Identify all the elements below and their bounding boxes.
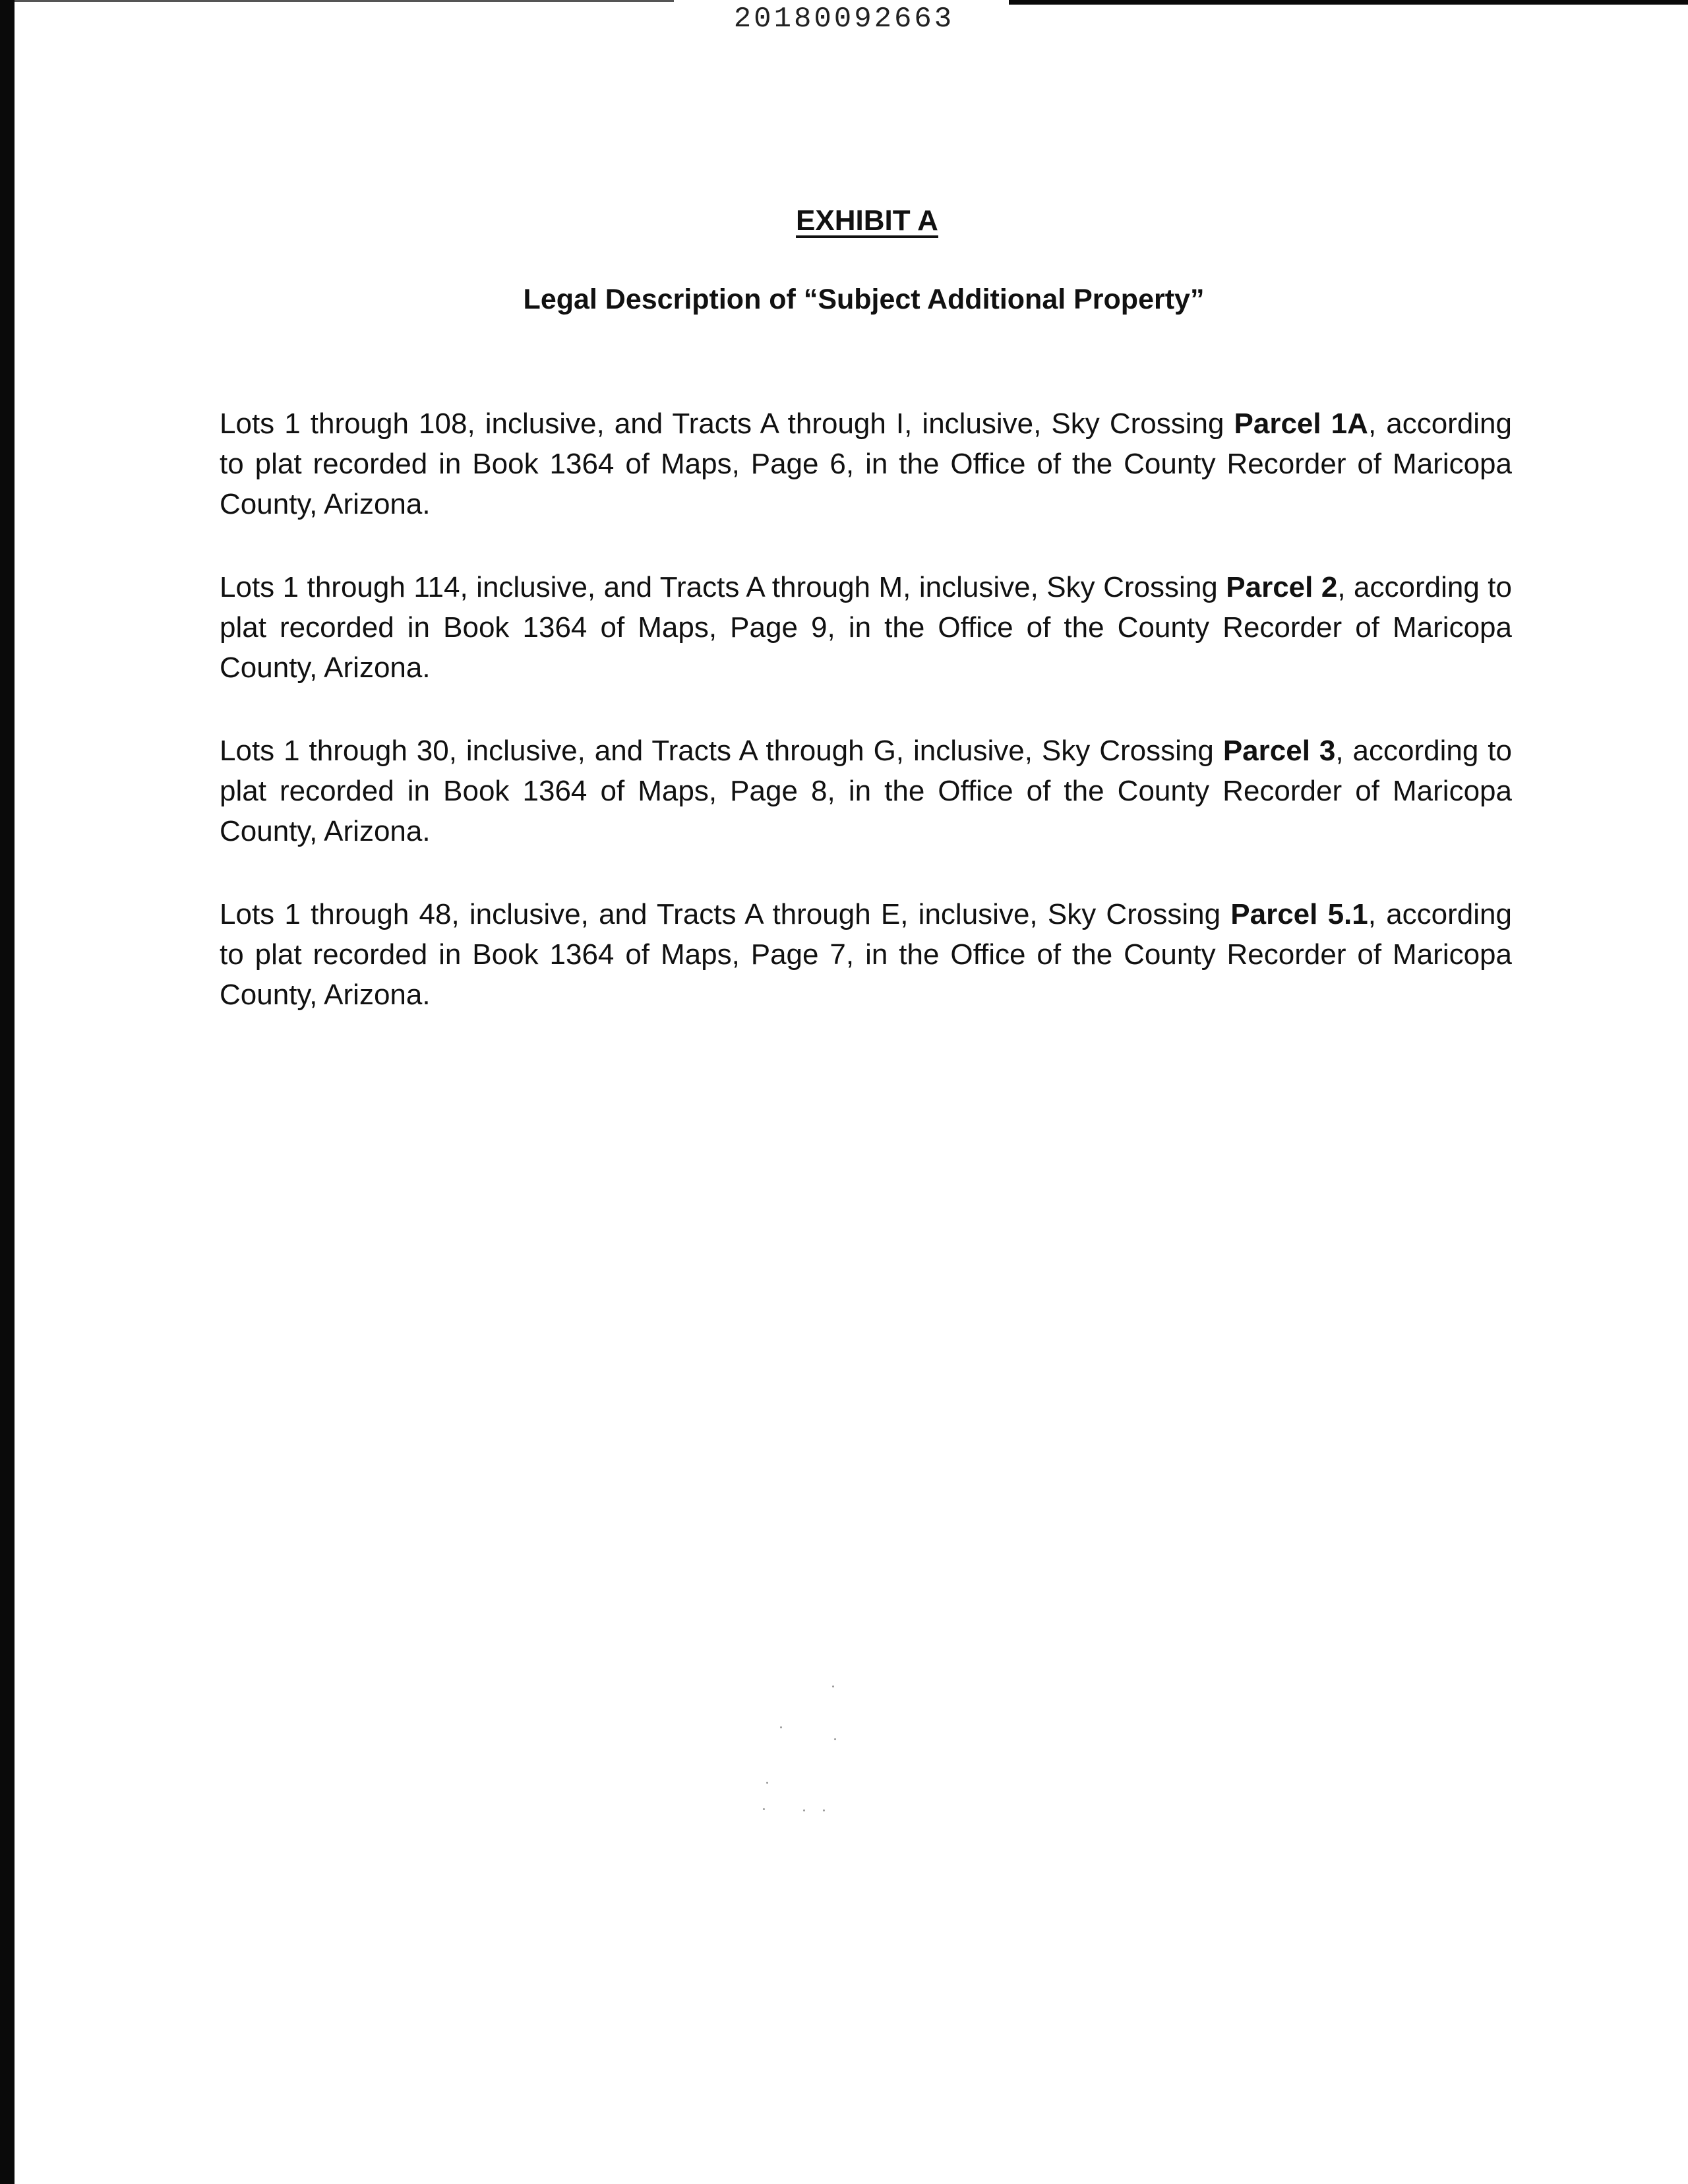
- scan-border-left: [0, 0, 15, 2184]
- paragraph-text: , according to plat recorded in Book 1364 of Maps, Page 6, in the Office of the County Recorder of Maricopa County, Arizona.: [220, 408, 1513, 520]
- scan-speck: [766, 1782, 768, 1784]
- legal-description-paragraph: [220, 731, 1512, 851]
- exhibit-subtitle: Legal Description of “Subject Additional Property”: [523, 284, 1205, 315]
- scan-speck: [823, 1809, 825, 1811]
- exhibit-title: EXHIBIT A: [796, 204, 938, 237]
- scan-speck: [780, 1726, 782, 1728]
- legal-description-paragraph: [220, 894, 1512, 1015]
- scan-border-top-left: [15, 0, 674, 2]
- scan-speck: [803, 1809, 805, 1811]
- paragraph-text: Lots 1 through 48, inclusive, and Tracts A through E, inclusive, Sky Crossing: [220, 898, 1231, 930]
- paragraph-text: , according to plat recorded in Book 1364 of Maps, Page 9, in the Office of the County Recorder of Maricopa County, Arizona.: [220, 571, 1512, 684]
- scan-speck: [832, 1685, 834, 1687]
- scan-speck: [763, 1808, 765, 1810]
- paragraph-text: , according to plat recorded in Book 1364 of Maps, Page 7, in the Office of the County Recorder of Maricopa County, Arizona.: [220, 898, 1512, 1011]
- legal-description-paragraph: [220, 567, 1512, 688]
- paragraph-text: , according to plat recorded in Book 1364 of Maps, Page 8, in the Office of the County Recorder of Maricopa County, Arizona.: [220, 735, 1512, 847]
- paragraph-text: Lots 1 through 108, inclusive, and Tracts A through I, inclusive, Sky Crossing: [220, 408, 1234, 440]
- parcel-name: Parcel 1A: [1234, 408, 1368, 440]
- legal-description-paragraph: [220, 404, 1512, 524]
- scan-speck: [834, 1738, 836, 1740]
- paragraph-text: Lots 1 through 30, inclusive, and Tracts A through G, inclusive, Sky Crossing: [220, 735, 1223, 767]
- paragraph-text: Lots 1 through 114, inclusive, and Tracts A through M, inclusive, Sky Crossing: [220, 571, 1226, 603]
- parcel-name: Parcel 3: [1222, 735, 1336, 767]
- recording-number: 20180092663: [733, 3, 955, 36]
- parcel-name: Parcel 2: [1226, 571, 1338, 603]
- parcel-name: Parcel 5.1: [1230, 898, 1368, 930]
- legal-description-body: [220, 404, 1512, 1058]
